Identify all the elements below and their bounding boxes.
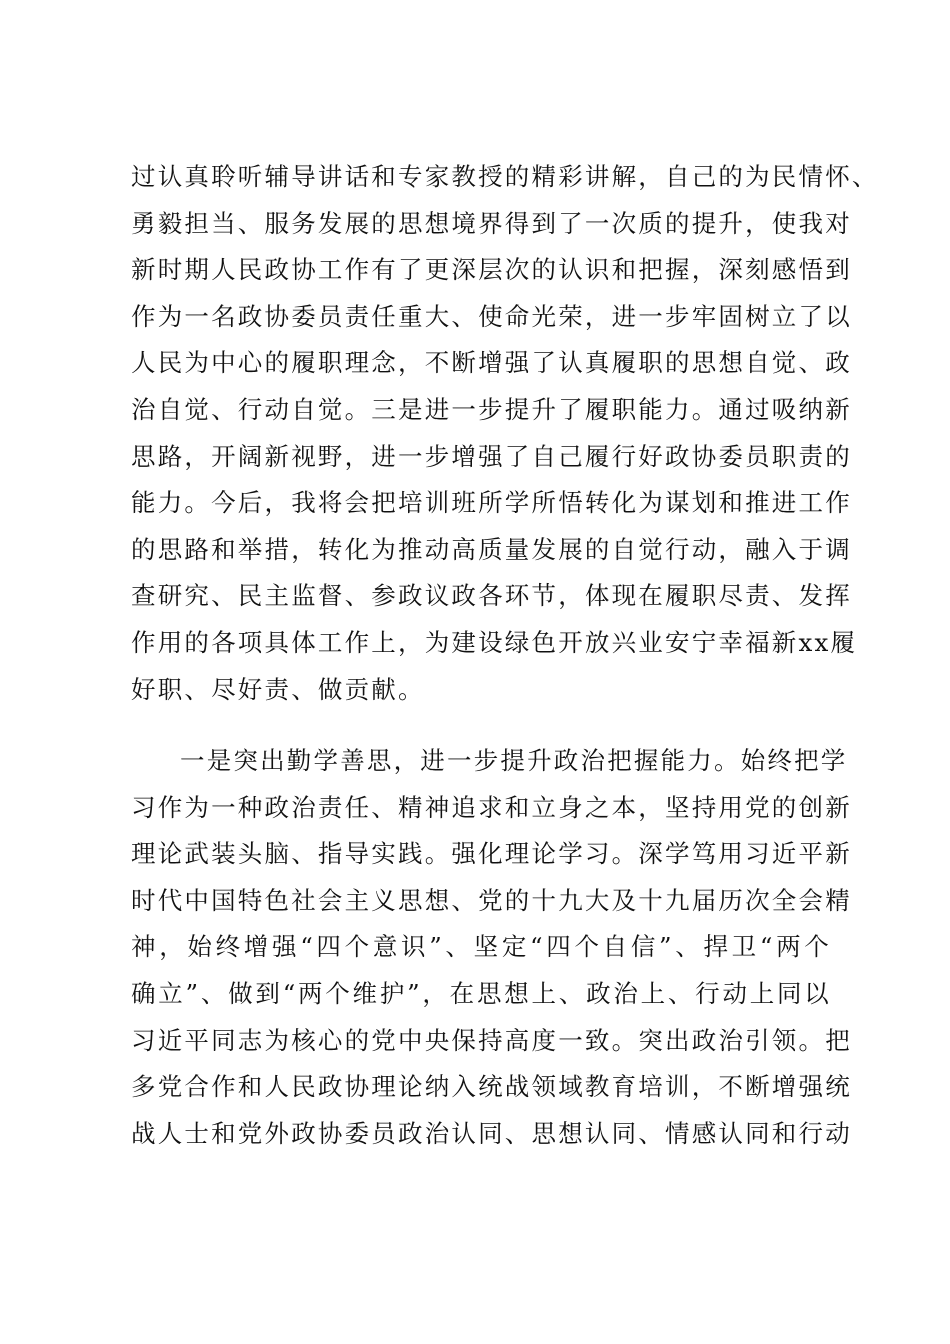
text-line: 新时期人民政协工作有了更深层次的认识和把握，深刻感悟到 <box>131 255 852 285</box>
text-line: 能力。今后，我将会把培训班所学所悟转化为谋划和推进工作 <box>131 488 852 518</box>
text-line: 神，始终增强“四个意识”、坚定“四个自信”、捍卫“两个 <box>131 932 831 962</box>
text-line: 人民为中心的履职理念，不断增强了认真履职的思想自觉、政 <box>131 348 852 378</box>
text-line: 理论武装头脑、指导实践。强化理论学习。深学笃用习近平新 <box>131 839 852 869</box>
paragraph-one <box>131 738 852 1157</box>
text-line: 确立”、做到“两个维护”，在思想上、政治上、行动上同以 <box>131 978 831 1008</box>
text-line: 过认真聆听辅导讲话和专家教授的精彩讲解，自己的为民情怀、 <box>131 162 879 191</box>
paragraph-continuation <box>131 154 879 713</box>
text-line: 习作为一种政治责任、精神追求和立身之本，坚持用党的创新 <box>131 792 852 822</box>
text-line: 勇毅担当、服务发展的思想境界得到了一次质的提升，使我对 <box>131 208 852 238</box>
text-line: 作用的各项具体工作上，为建设绿色开放兴业安宁幸福新xx履 <box>131 627 858 657</box>
text-line: 思路，开阔新视野，进一步增强了自己履行好政协委员职责的 <box>131 441 852 471</box>
text-line: 时代中国特色社会主义思想、党的十九大及十九届历次全会精 <box>131 885 852 915</box>
text-line: 作为一名政协委员责任重大、使命光荣，进一步牢固树立了以 <box>131 301 852 331</box>
text-line: 的思路和举措，转化为推动高质量发展的自觉行动，融入于调 <box>131 534 852 564</box>
text-line: 治自觉、行动自觉。三是进一步提升了履职能力。通过吸纳新 <box>131 394 852 424</box>
text-line: 多党合作和人民政协理论纳入统战领域教育培训，不断增强统 <box>131 1072 852 1102</box>
text-line: 战人士和党外政协委员政治认同、思想认同、情感认同和行动 <box>131 1118 852 1148</box>
text-line: 好职、尽好责、做贡献。 <box>131 674 425 704</box>
text-line: 查研究、民主监督、参政议政各环节，体现在履职尽责、发挥 <box>131 581 852 611</box>
text-line-indented: 一是突出勤学善思，进一步提升政治把握能力。始终把学 <box>180 746 848 775</box>
text-line: 习近平同志为核心的党中央保持高度一致。突出政治引领。把 <box>131 1025 852 1055</box>
